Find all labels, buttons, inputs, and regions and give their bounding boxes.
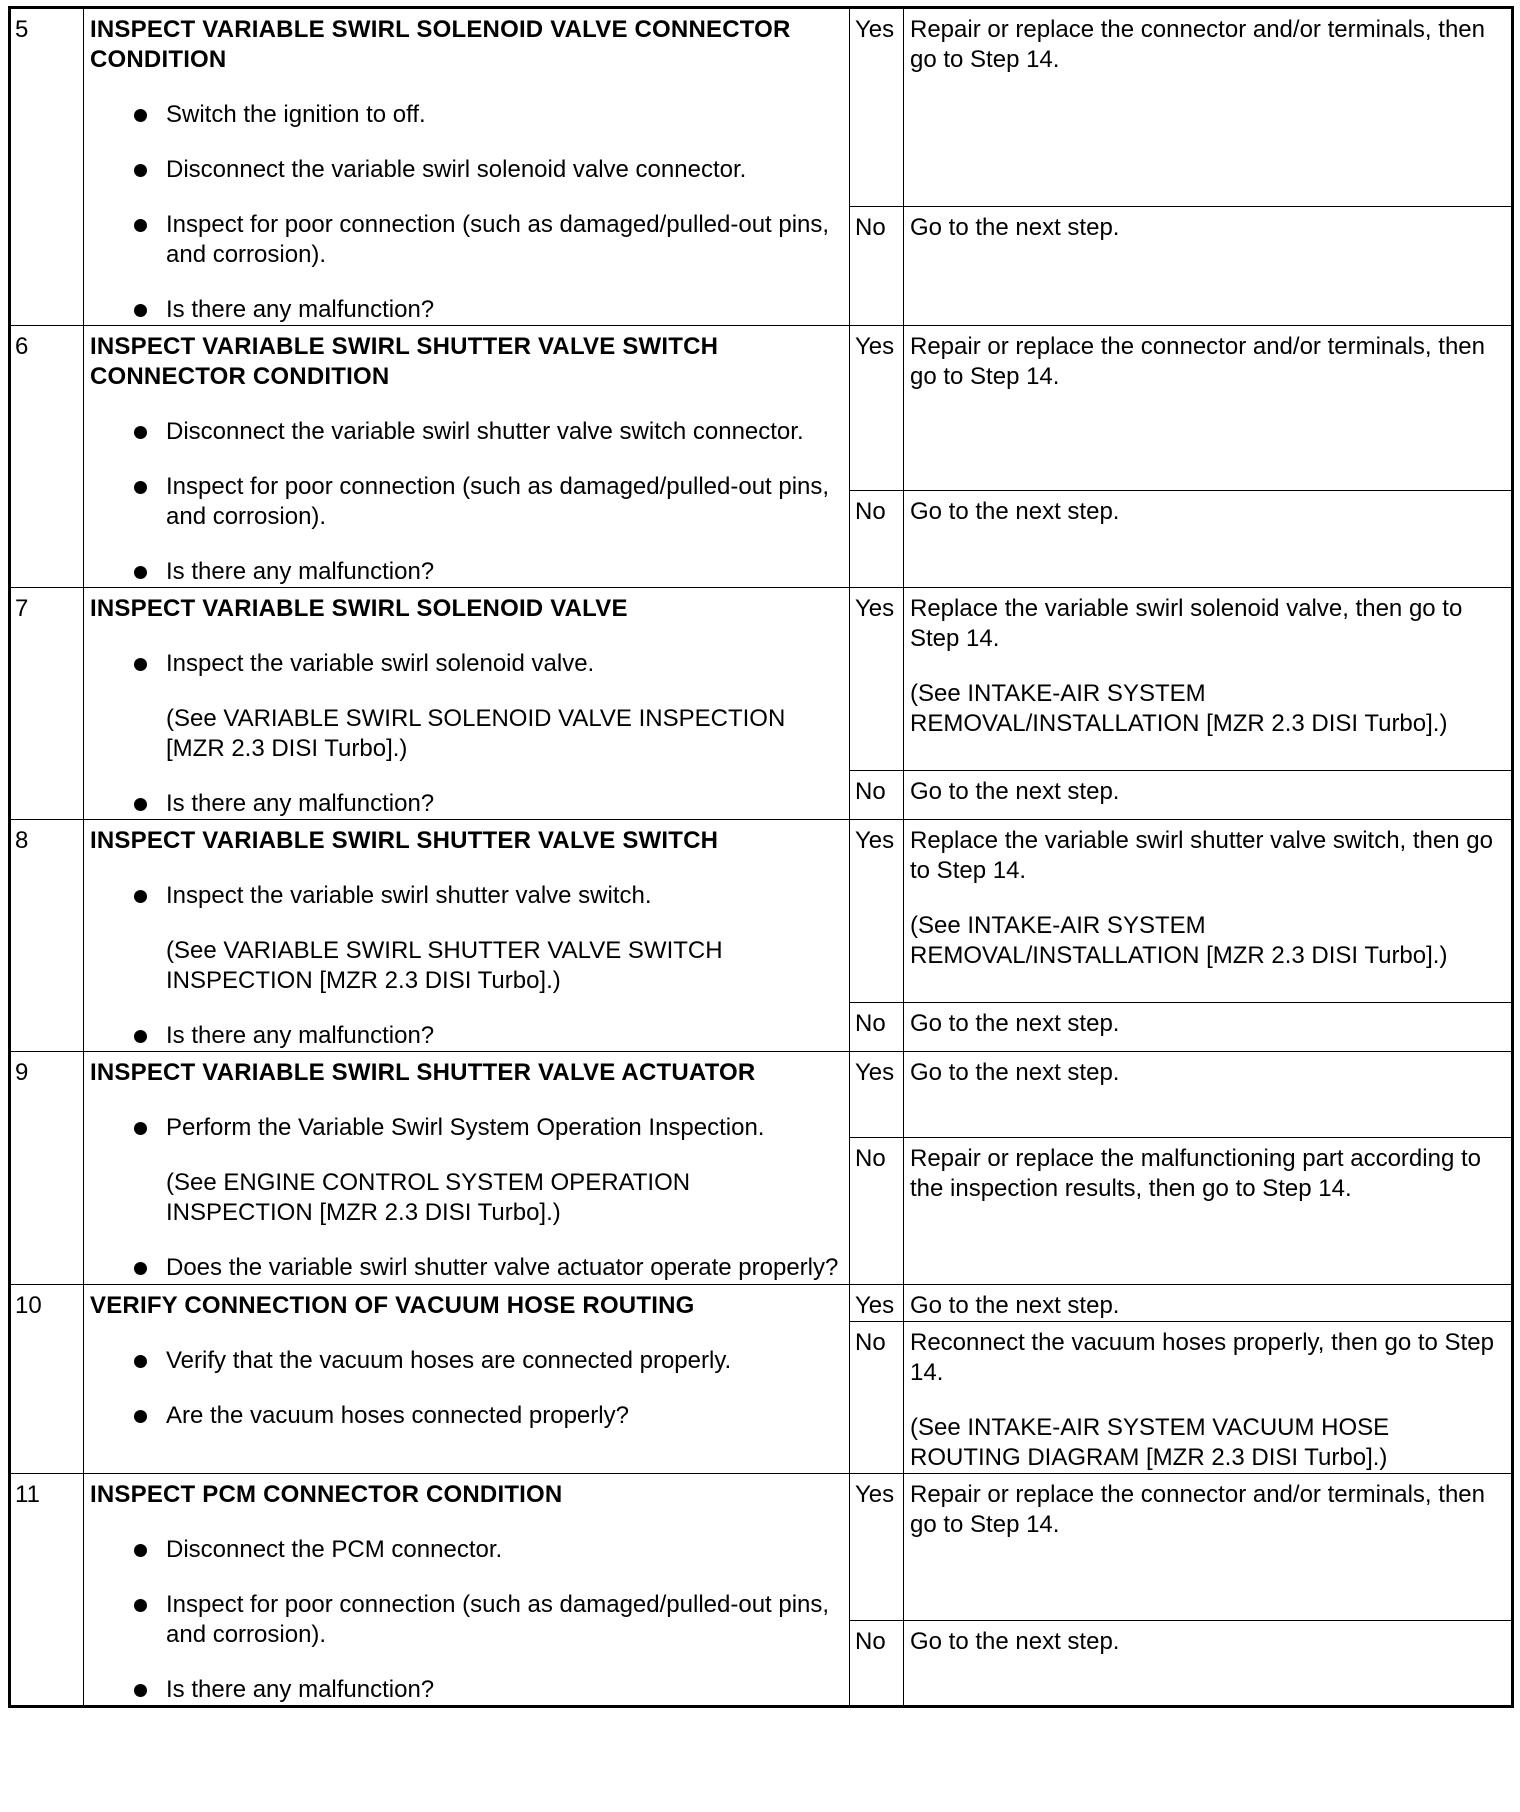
inspection-item xyxy=(90,210,841,270)
inspection-item xyxy=(90,557,841,587)
yes-action-reference: (See INTAKE-AIR SYSTEM REMOVAL/INSTALLATION [MZR 2.3 DISI Turbo].) xyxy=(910,680,1448,737)
no-action xyxy=(904,771,1513,820)
inspection-item-text: Perform the Variable Swirl System Operation Inspection. xyxy=(166,1114,765,1141)
inspection-item-text: Inspect for poor connection (such as damaged/pulled-out pins, and corrosion). xyxy=(166,211,830,268)
step-title: INSPECT VARIABLE SWIRL SHUTTER VALVE SWITCH CONNECTOR CONDITION xyxy=(90,333,719,390)
step-number: 9 xyxy=(10,1052,84,1285)
bullet-dot-icon xyxy=(134,219,147,232)
bullet-dot-icon xyxy=(134,1684,147,1697)
yes-action-text: Repair or replace the connector and/or terminals, then go to Step 14. xyxy=(910,333,1485,390)
step-number: 5 xyxy=(10,8,84,326)
step-number: 11 xyxy=(10,1474,84,1707)
yes-label: Yes xyxy=(850,1052,904,1138)
step-inspection xyxy=(84,820,850,1052)
inspection-reference: (See VARIABLE SWIRL SOLENOID VALVE INSPECTION [MZR 2.3 DISI Turbo].) xyxy=(166,705,786,762)
yes-action-text: Replace the variable swirl shutter valve switch, then go to Step 14. xyxy=(910,827,1493,884)
step-row-yes xyxy=(10,8,1513,207)
step-inspection xyxy=(84,588,850,820)
bullet-dot-icon xyxy=(134,890,147,903)
yes-action xyxy=(904,8,1513,207)
inspection-item xyxy=(90,881,841,911)
inspection-item-text: Are the vacuum hoses connected properly? xyxy=(166,1402,629,1429)
yes-label: Yes xyxy=(850,820,904,1003)
step-row-yes xyxy=(10,1052,1513,1138)
inspection-item xyxy=(90,649,841,679)
no-action-text: Reconnect the vacuum hoses properly, then go to Step 14. xyxy=(910,1329,1494,1386)
no-label: No xyxy=(850,490,904,588)
inspection-item-text: Disconnect the variable swirl shutter valve switch connector. xyxy=(166,418,804,445)
step-row-yes xyxy=(10,588,1513,771)
inspection-item xyxy=(90,789,841,819)
inspection-item-text: Inspect the variable swirl shutter valve switch. xyxy=(166,882,652,909)
no-action xyxy=(904,1003,1513,1052)
yes-label: Yes xyxy=(850,1474,904,1621)
step-inspection xyxy=(84,1474,850,1707)
inspection-item-text: Verify that the vacuum hoses are connected properly. xyxy=(166,1347,732,1374)
step-title: INSPECT VARIABLE SWIRL SOLENOID VALVE CONNECTOR CONDITION xyxy=(90,16,791,73)
yes-action xyxy=(904,1285,1513,1322)
inspection-item xyxy=(90,100,841,130)
step-inspection xyxy=(84,326,850,588)
yes-action-text: Go to the next step. xyxy=(910,1292,1120,1319)
yes-action xyxy=(904,326,1513,491)
step-number: 8 xyxy=(10,820,84,1052)
step-row-yes xyxy=(10,820,1513,1003)
step-number: 7 xyxy=(10,588,84,820)
inspection-item xyxy=(90,1401,841,1431)
no-label: No xyxy=(850,1322,904,1474)
inspection-item-text: Disconnect the PCM connector. xyxy=(166,1536,503,1563)
inspection-item xyxy=(90,1021,841,1051)
no-action-reference: (See INTAKE-AIR SYSTEM VACUUM HOSE ROUTING DIAGRAM [MZR 2.3 DISI Turbo].) xyxy=(910,1414,1390,1471)
step-number: 10 xyxy=(10,1285,84,1474)
inspection-item-text: Is there any malfunction? xyxy=(166,790,435,817)
bullet-dot-icon xyxy=(134,481,147,494)
yes-action-text: Repair or replace the connector and/or terminals, then go to Step 14. xyxy=(910,16,1485,73)
diagnostic-procedure-page xyxy=(8,6,1511,1708)
inspection-item xyxy=(90,1675,841,1705)
yes-label: Yes xyxy=(850,1285,904,1322)
yes-label: Yes xyxy=(850,588,904,771)
yes-action-text: Repair or replace the connector and/or terminals, then go to Step 14. xyxy=(910,1481,1485,1538)
steps-table-body xyxy=(10,8,1513,1707)
inspection-item-text: Switch the ignition to off. xyxy=(166,101,426,128)
inspection-item xyxy=(90,472,841,532)
step-inspection xyxy=(84,1052,850,1285)
no-action xyxy=(904,1322,1513,1474)
inspection-item-text: Is there any malfunction? xyxy=(166,1022,435,1049)
no-action-text: Go to the next step. xyxy=(910,1010,1120,1038)
step-title: INSPECT VARIABLE SWIRL SHUTTER VALVE ACTUATOR xyxy=(90,1059,756,1086)
inspection-item-text: Is there any malfunction? xyxy=(166,1676,435,1703)
bullet-dot-icon xyxy=(134,109,147,122)
inspection-item xyxy=(90,1253,841,1283)
no-action-text: Go to the next step. xyxy=(910,778,1120,806)
bullet-dot-icon xyxy=(134,1599,147,1612)
no-action-text: Go to the next step. xyxy=(910,1628,1120,1656)
bullet-dot-icon xyxy=(134,1544,147,1557)
step-number: 6 xyxy=(10,326,84,588)
no-label: No xyxy=(850,1003,904,1052)
inspection-item xyxy=(90,417,841,447)
bullet-dot-icon xyxy=(134,798,147,811)
step-title: VERIFY CONNECTION OF VACUUM HOSE ROUTING xyxy=(90,1292,695,1319)
no-action xyxy=(904,1621,1513,1707)
yes-action-text: Go to the next step. xyxy=(910,1059,1120,1086)
bullet-dot-icon xyxy=(134,1262,147,1275)
yes-action xyxy=(904,588,1513,771)
yes-label: Yes xyxy=(850,326,904,491)
bullet-dot-icon xyxy=(134,1410,147,1423)
no-action-text: Go to the next step. xyxy=(910,497,1120,525)
step-title: INSPECT VARIABLE SWIRL SOLENOID VALVE xyxy=(90,595,628,622)
inspection-reference: (See ENGINE CONTROL SYSTEM OPERATION INSPECTION [MZR 2.3 DISI Turbo].) xyxy=(166,1169,691,1226)
inspection-item xyxy=(90,155,841,185)
yes-label: Yes xyxy=(850,8,904,207)
inspection-item-text: Inspect the variable swirl solenoid valve. xyxy=(166,650,595,677)
yes-action-text: Replace the variable swirl solenoid valve, then go to Step 14. xyxy=(910,595,1463,652)
yes-action-reference: (See INTAKE-AIR SYSTEM REMOVAL/INSTALLATION [MZR 2.3 DISI Turbo].) xyxy=(910,912,1448,969)
inspection-item-text: Does the variable swirl shutter valve actuator operate properly? xyxy=(166,1254,839,1281)
bullet-dot-icon xyxy=(134,1122,147,1135)
step-title: INSPECT VARIABLE SWIRL SHUTTER VALVE SWITCH xyxy=(90,827,719,854)
inspection-item-text: Inspect for poor connection (such as damaged/pulled-out pins, and corrosion). xyxy=(166,1591,830,1648)
no-action xyxy=(904,207,1513,326)
inspection-reference: (See VARIABLE SWIRL SHUTTER VALVE SWITCH INSPECTION [MZR 2.3 DISI Turbo].) xyxy=(166,937,723,994)
inspection-item xyxy=(90,1590,841,1650)
bullet-dot-icon xyxy=(134,1030,147,1043)
no-label: No xyxy=(850,771,904,820)
step-row-yes xyxy=(10,1474,1513,1621)
no-action xyxy=(904,490,1513,588)
bullet-dot-icon xyxy=(134,164,147,177)
bullet-dot-icon xyxy=(134,658,147,671)
inspection-item xyxy=(90,295,841,325)
step-inspection xyxy=(84,8,850,326)
yes-action xyxy=(904,1052,1513,1138)
diagnostic-steps-table xyxy=(8,6,1514,1708)
no-action-text: Go to the next step. xyxy=(910,214,1120,242)
step-row-yes xyxy=(10,1285,1513,1322)
bullet-dot-icon xyxy=(134,426,147,439)
step-inspection xyxy=(84,1285,850,1474)
yes-action xyxy=(904,820,1513,1003)
inspection-item-text: Is there any malfunction? xyxy=(166,558,435,585)
inspection-item-text: Disconnect the variable swirl solenoid valve connector. xyxy=(166,156,747,183)
no-label: No xyxy=(850,1621,904,1707)
bullet-dot-icon xyxy=(134,304,147,317)
yes-action xyxy=(904,1474,1513,1621)
no-action-text: Repair or replace the malfunctioning part according to the inspection results, then go to Step 14. xyxy=(910,1145,1481,1202)
no-label: No xyxy=(850,207,904,326)
step-row-yes xyxy=(10,326,1513,491)
inspection-item xyxy=(90,1346,841,1376)
inspection-item-text: Is there any malfunction? xyxy=(166,296,435,323)
step-title: INSPECT PCM CONNECTOR CONDITION xyxy=(90,1481,563,1508)
no-label: No xyxy=(850,1138,904,1285)
bullet-dot-icon xyxy=(134,566,147,579)
inspection-item xyxy=(90,1535,841,1565)
no-action xyxy=(904,1138,1513,1285)
inspection-item-text: Inspect for poor connection (such as damaged/pulled-out pins, and corrosion). xyxy=(166,473,830,530)
inspection-item xyxy=(90,1113,841,1143)
bullet-dot-icon xyxy=(134,1355,147,1368)
